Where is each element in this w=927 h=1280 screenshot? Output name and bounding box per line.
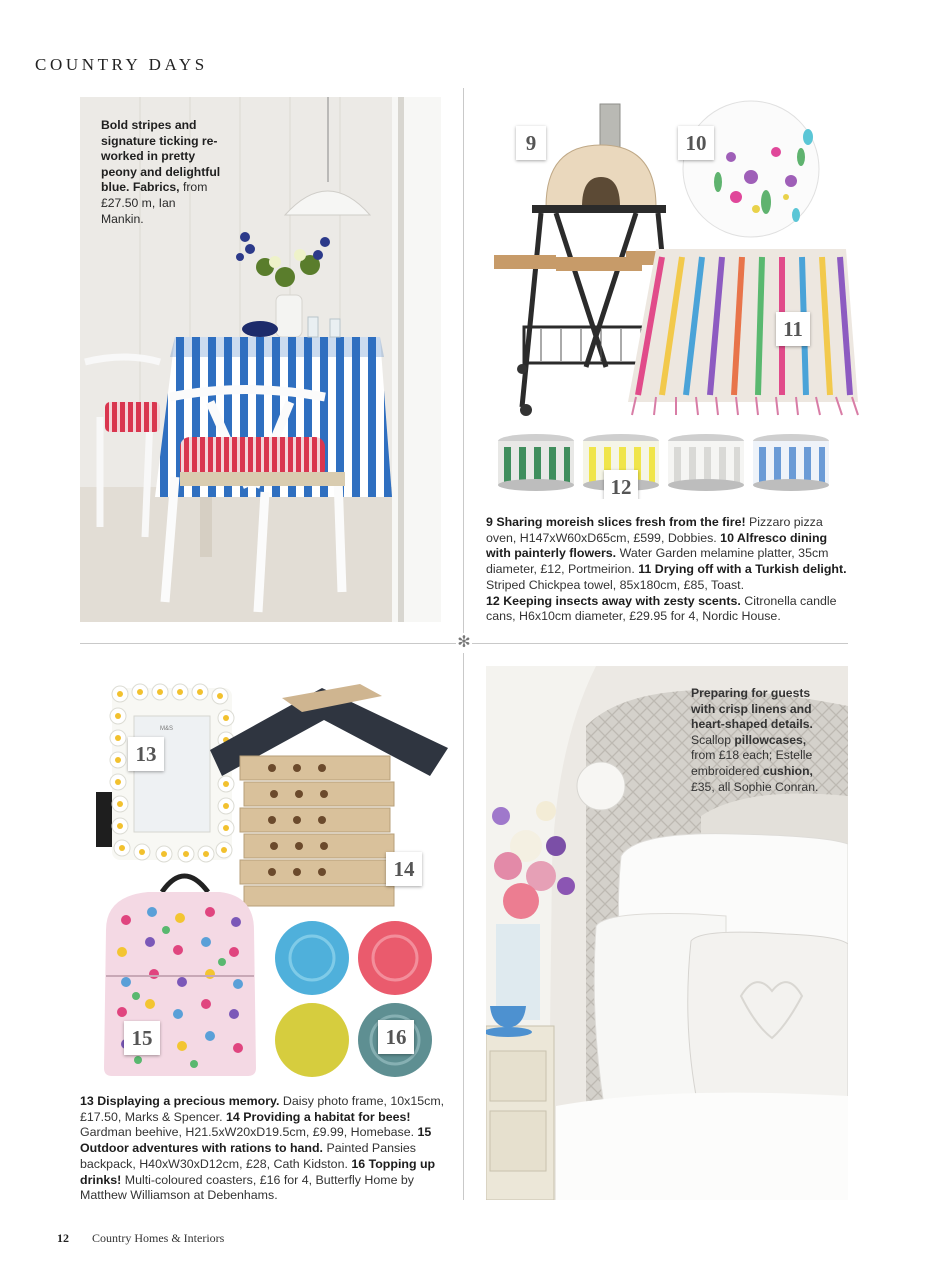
caption-11-text: Striped Chickpea towel, 85x180cm, £85, Toast. [486,577,745,592]
dining-photo-caption [101,118,221,227]
page-number: 12 [57,1231,69,1245]
bed-caption-bold-3: cushion, [762,763,813,778]
caption-14-bold: 14 Providing a habitat for bees! [226,1109,411,1124]
bed-caption-text-1: Scallop [691,732,735,747]
caption-16-bold: 16 Topping up drinks! [80,1156,436,1187]
product-label-9: 9 [516,126,546,160]
product-label-14: 14 [386,852,422,886]
caption-13-text: Daisy photo frame, 10x15cm, £17.50, Marks & Spencer. [80,1094,445,1124]
products-9-12 [486,97,866,499]
caption-15-bold: 15 Outdoor adventures with rations to hand. [80,1125,432,1156]
caption-9-text: Pizzaro pizza oven, H147xW60xD65cm, £599, Dobbies. [486,515,823,545]
bed-caption-text-3: £35, all Sophie Conran. [691,779,819,794]
magazine-name: Country Homes & Interiors [92,1231,225,1245]
caption-10-text: Water Garden melamine platter, 35cm diameter, £12, Portmeirion. [486,546,829,577]
bed-caption-bold-2: pillowcases, [734,732,807,747]
bedroom-photo-caption [691,686,831,795]
caption-15-text: Painted Pansies backpack, H40xW30xD12cm, £28, Cath Kidston. [80,1141,417,1171]
products-13-16-caption [80,1094,445,1204]
product-label-11: 11 [776,312,810,346]
product-label-15: 15 [124,1021,160,1055]
caption-14-text: Gardman beehive, H21.5xW20xD19.5cm, £9.99, Homebase. [80,1125,418,1140]
section-title: COUNTRY DAYS [35,55,208,74]
caption-10-bold: 10 Alfresco dining with painterly flowers. [486,530,828,561]
frame-insert-text: M&S [160,726,174,732]
bed-caption-text-2: from £18 each; Estelle embroidered [691,748,813,778]
caption-11-bold: 11 Drying off with a Turkish delight. [638,562,847,577]
bed-caption-bold-1: Preparing for guests with crisp linens and heart-shaped details. [691,686,813,732]
products-13-16 [92,680,454,1080]
caption-9-bold: 9 Sharing moreish slices fresh from the fire! [486,515,746,529]
dining-caption-bold: Bold stripes and signature ticking re-worked in pretty peony and delightful blue. Fabrics, [101,118,221,195]
caption-12-bold: 12 Keeping insects away with zesty scents. [486,593,741,608]
dining-caption-text: from £27.50 m, Ian Mankin. [101,180,208,226]
caption-16-text: Multi-coloured coasters, £16 for 4, Butterfly Home by Matthew Williamson at Debenhams. [80,1172,414,1203]
caption-13-bold: 13 Displaying a precious memory. [80,1094,280,1108]
product-label-12: 12 [604,470,638,499]
product-label-13: 13 [128,737,164,771]
product-label-10: 10 [678,126,714,160]
product-label-16: 16 [378,1020,414,1054]
divider-ornament: ✻ [457,634,471,651]
products-9-12-caption [486,515,848,625]
caption-12-text: Citronella candle cans, H6x10cm diameter, £29.95 for 4, Nordic House. [486,593,837,624]
